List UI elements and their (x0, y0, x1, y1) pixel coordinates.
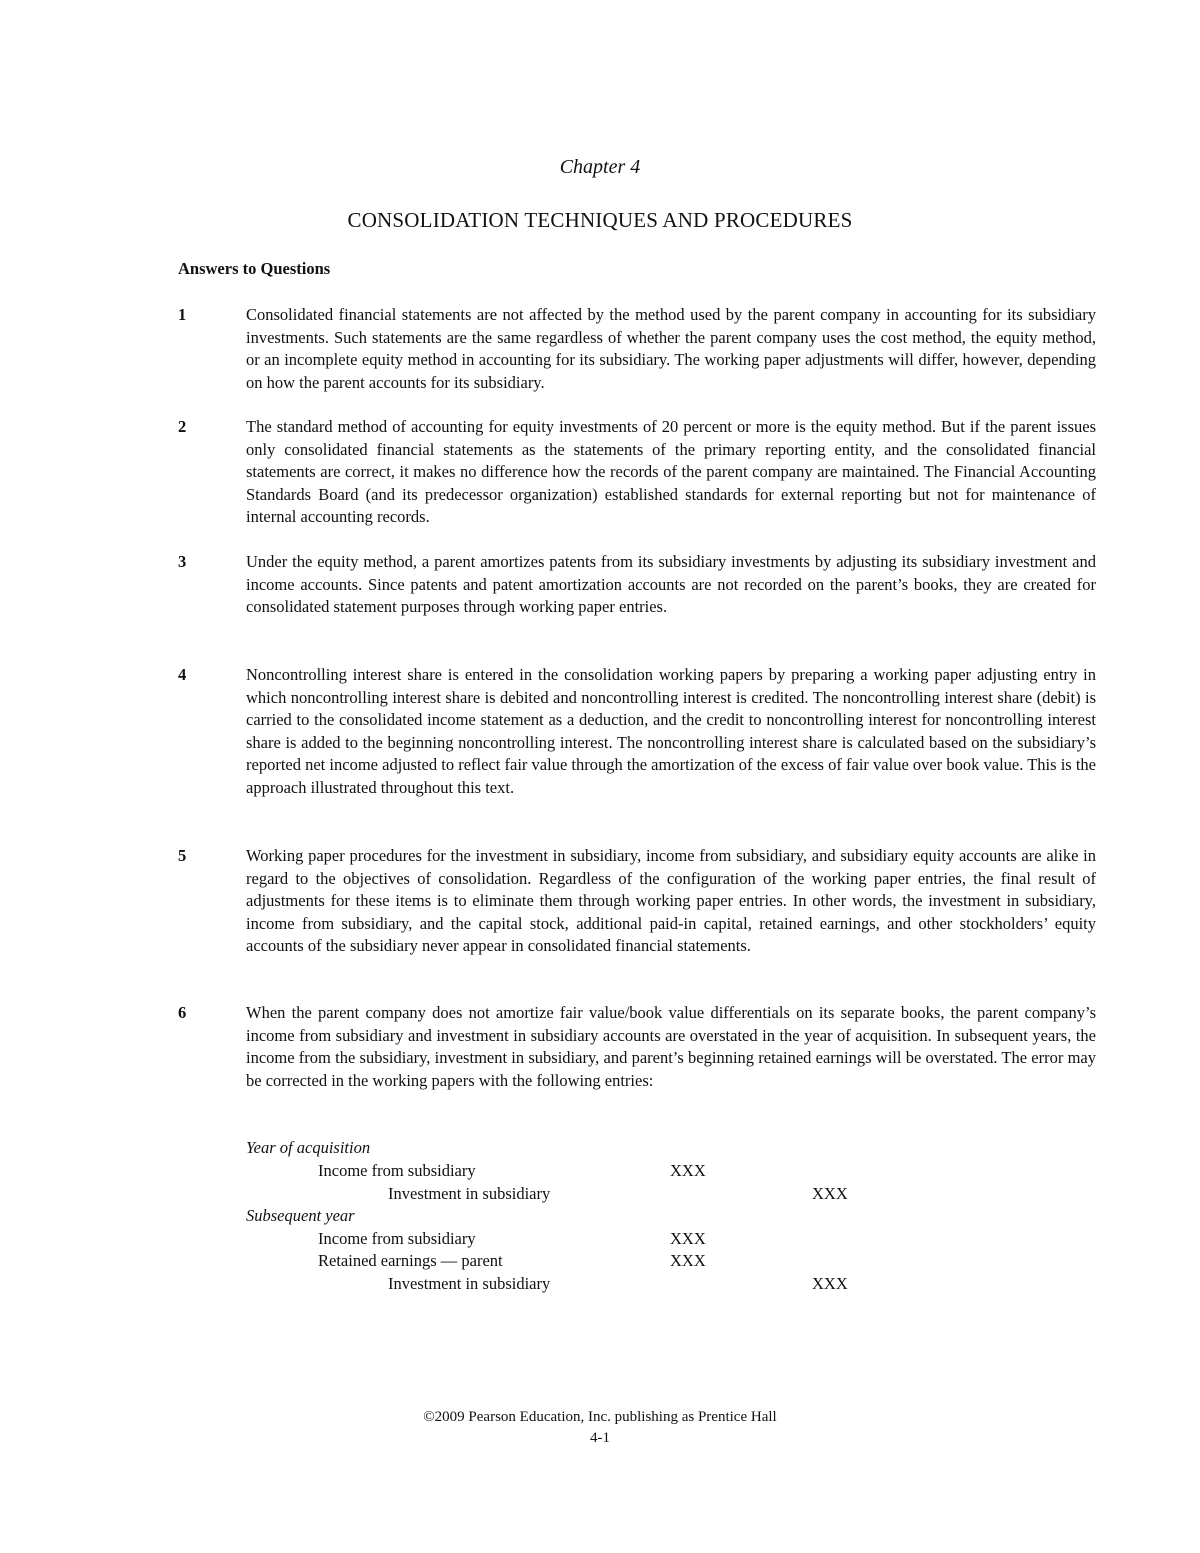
answer-number: 2 (178, 417, 187, 436)
journal-credit-amount: XXX (812, 1274, 848, 1293)
journal-credit-account: Investment in subsidiary (388, 1184, 551, 1203)
journal-credit-amount: XXX (812, 1184, 848, 1203)
answer-text: Under the equity method, a parent amortizes patents from its subsidiary investments by adjusting its subsidiary investment and income accounts. Since patents and patent amortization accounts are not recorded on the parent’s books, they are created for consolidated statement purposes through working paper entries. (246, 552, 1096, 616)
answer-item (178, 1002, 1096, 1092)
answer-item (178, 551, 1096, 619)
answer-text: The standard method of accounting for equity investments of 20 percent or more is the equity method. But if the parent issues only consolidated financial statements as the statements of the primary reporting entity, and the consolidated financial statements are correct, it makes no difference how the records of the parent company are maintained. The Financial Accounting Standards Board (and its predecessor organization) established standards for external reporting but not for maintenance of internal accounting records. (246, 417, 1096, 526)
answer-item (178, 416, 1096, 529)
section-heading: Answers to Questions (178, 259, 331, 278)
answer-text: When the parent company does not amortize fair value/book value differentials on its separate books, the parent company’s income from subsidiary and investment in subsidiary accounts are overstated in the year of acquisition. In subsequent years, the income from the subsidiary, investment in subsidiary, and parent’s beginning retained earnings will be overstated. The error may be corrected in the working papers with the following entries: (246, 1003, 1096, 1090)
journal-debit-account: Income from subsidiary (318, 1161, 476, 1180)
answer-item (178, 845, 1096, 958)
journal-credit-account: Investment in subsidiary (388, 1274, 551, 1293)
journal-debit-account: Income from subsidiary (318, 1229, 476, 1248)
answer-number: 5 (178, 846, 187, 865)
page-number: 4-1 (590, 1430, 610, 1446)
answer-number: 6 (178, 1003, 187, 1022)
answer-number: 4 (178, 665, 187, 684)
subsequent-year-label: Subsequent year (246, 1206, 355, 1225)
answer-number: 3 (178, 552, 187, 571)
answer-text: Consolidated financial statements are not affected by the method used by the parent company in accounting for its subsidiary investments. Such statements are the same regardless of whether the parent company uses the cost method, the equity method, or an incomplete equity method in accounting for its subsidiary. The working paper adjustments will differ, however, depending on how the parent accounts for its subsidiary. (246, 305, 1096, 392)
journal-debit-account: Retained earnings — parent (318, 1251, 503, 1270)
answer-item (178, 664, 1096, 799)
journal-debit-amount: XXX (670, 1161, 706, 1180)
answer-text: Working paper procedures for the investment in subsidiary, income from subsidiary, and subsidiary equity accounts are alike in regard to the objectives of consolidation. Regardless of the configuration of the working paper entries, the final result of adjustments for these items is to eliminate them through working paper entries. In other words, the investment in subsidiary, income from subsidiary, and the capital stock, additional paid-in capital, retained earnings, and other stockholders’ equity accounts of the subsidiary never appear in consolidated financial statements. (246, 846, 1096, 955)
answer-text: Noncontrolling interest share is entered in the consolidation working papers by preparing a working paper adjusting entry in which noncontrolling interest share is debited and noncontrolling interest is credited. The noncontrolling interest share (debit) is carried to the consolidated income statement as a deduction, and the credit to noncontrolling interest for noncontrolling interest share is added to the beginning noncontrolling interest. The noncontrolling interest share is calculated based on the subsidiary’s reported net income adjusted to reflect fair value through the amortization of the excess of fair value over book value. This is the approach illustrated throughout this text. (246, 665, 1096, 797)
answer-number: 1 (178, 305, 187, 324)
year-of-acquisition-label: Year of acquisition (246, 1138, 371, 1157)
answer-item (178, 304, 1096, 394)
copyright-footer: ©2009 Pearson Education, Inc. publishing as Prentice Hall (423, 1409, 777, 1425)
journal-debit-amount: XXX (670, 1251, 706, 1270)
chapter-label: Chapter 4 (559, 156, 641, 178)
page-title: CONSOLIDATION TECHNIQUES AND PROCEDURES (347, 208, 853, 232)
journal-debit-amount: XXX (670, 1229, 706, 1248)
